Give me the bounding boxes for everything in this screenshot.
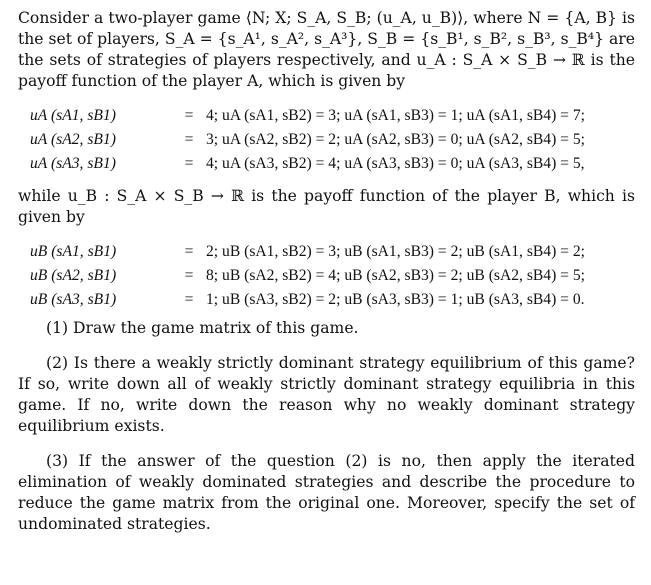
eq-rhs: 8; uB (sA2, sB2) = 4; uB (sA2, sB3) = 2; uB (sA2, sB4) = 5; — [206, 267, 586, 284]
eq-sym: = — [184, 243, 194, 260]
payoff-a-row — [18, 104, 635, 128]
eq-sym: = — [184, 107, 194, 124]
payoff-b-row — [18, 264, 635, 288]
mid-paragraph: while u_B : S_A × S_B → ℝ is the payoff function of the player B, which is given by — [18, 187, 635, 226]
intro-paragraph: Consider a two-player game ⟨N; X; S_A, S_B; (u_A, u_B)⟩, where N = {A, B} is the set of players, S_A = {s_A¹, s_A², s_A³}, S_B = {s_B¹, s_B², s_B³, s_B⁴} are the sets of strategies of players respectively, and u_A : S_A × S_B → ℝ is the payoff function of the player A, which is given by — [18, 9, 635, 90]
eq-lhs: uB (sA1, sB1) — [30, 243, 117, 260]
question-1: (1) Draw the game matrix of this game. — [46, 319, 359, 337]
payoff-b-row — [18, 240, 635, 264]
eq-rhs: 2; uB (sA1, sB2) = 3; uB (sA1, sB3) = 2; uB (sA1, sB4) = 2; — [206, 243, 586, 260]
eq-sym: = — [184, 131, 194, 148]
payoff-b-block — [18, 240, 635, 312]
eq-rhs: 4; uA (sA1, sB2) = 3; uA (sA1, sB3) = 1; uA (sA1, sB4) = 7; — [206, 107, 586, 124]
eq-rhs: 3; uA (sA2, sB2) = 2; uA (sA2, sB3) = 0; uA (sA2, sB4) = 5; — [206, 131, 586, 148]
question-3: (3) If the answer of the question (2) is no, then apply the iterated elimination of weakly dominated strategies and describe the procedure to reduce the game matrix from the original one. Moreover, specify the set of undominated strategies. — [18, 452, 635, 533]
eq-rhs: 1; uB (sA3, sB2) = 2; uB (sA3, sB3) = 1; uB (sA3, sB4) = 0. — [206, 291, 585, 308]
question-2: (2) Is there a weakly strictly dominant strategy equilibrium of this game? If so, write down all of weakly strictly dominant strategy equilibria in this game. If no, write down the reason why no weakly dominant strategy equilibrium exists. — [18, 354, 635, 435]
payoff-a-row — [18, 128, 635, 152]
eq-sym: = — [184, 155, 194, 172]
eq-lhs: uA (sA3, sB1) — [30, 155, 116, 172]
payoff-a-row — [18, 152, 635, 176]
eq-lhs: uA (sA2, sB1) — [30, 131, 116, 148]
payoff-b-row — [18, 288, 635, 312]
eq-lhs: uB (sA3, sB1) — [30, 291, 117, 308]
eq-lhs: uA (sA1, sB1) — [30, 107, 116, 124]
payoff-a-block — [18, 104, 635, 176]
eq-sym: = — [184, 267, 194, 284]
eq-rhs: 4; uA (sA3, sB2) = 4; uA (sA3, sB3) = 0; uA (sA3, sB4) = 5, — [206, 155, 585, 172]
eq-lhs: uB (sA2, sB1) — [30, 267, 117, 284]
eq-sym: = — [184, 291, 194, 308]
